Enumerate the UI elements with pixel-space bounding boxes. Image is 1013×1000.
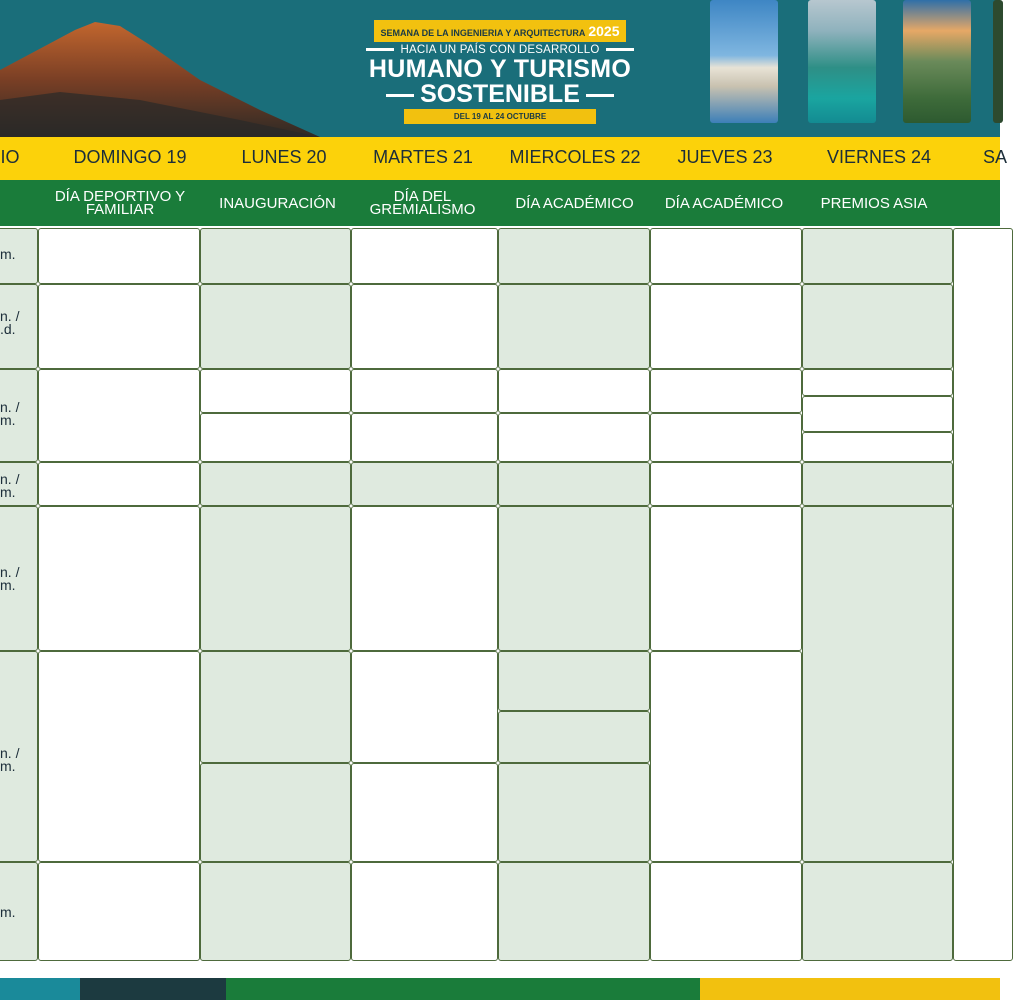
slot-jueves[interactable] [650, 462, 802, 506]
day-martes: MARTES 21 [373, 147, 473, 167]
slot-jueves[interactable] [650, 862, 802, 961]
photo-palace [710, 0, 778, 123]
slot-viernes[interactable] [802, 369, 953, 396]
time-label: n. / m. [0, 399, 20, 428]
slot-miercoles[interactable] [498, 711, 650, 763]
slot-jueves[interactable] [650, 284, 802, 369]
schedule-grid [0, 226, 1000, 966]
slot-lunes[interactable] [200, 462, 351, 506]
theme-miercoles: DÍA ACADÉMICO [515, 194, 634, 212]
theme-viernes: PREMIOS ASIA [820, 194, 928, 212]
slot-domingo[interactable] [38, 228, 200, 284]
title-line-2: SOSTENIBLE [355, 82, 645, 106]
slot-lunes[interactable] [200, 228, 351, 284]
slot-miercoles[interactable] [498, 506, 650, 651]
slot-viernes[interactable] [802, 462, 953, 506]
slot-lunes[interactable] [200, 369, 351, 413]
slot-domingo[interactable] [38, 862, 200, 961]
footer-bar [0, 978, 1000, 1000]
slot-sabado[interactable] [953, 228, 1013, 961]
slot-miercoles[interactable] [498, 228, 650, 284]
slot-martes[interactable] [351, 506, 498, 651]
slot-miercoles[interactable] [498, 413, 650, 462]
slot-jueves[interactable] [650, 651, 802, 862]
slot-viernes[interactable] [802, 432, 953, 462]
slot-jueves[interactable] [650, 369, 802, 413]
time-label: m. [0, 246, 16, 262]
theme-domingo: DÍA DEPORTIVO Y FAMILIAR [54, 188, 186, 218]
footer-band-green [226, 978, 700, 1000]
day-partial-left: IO [0, 147, 20, 167]
slot-domingo[interactable] [38, 506, 200, 651]
slot-viernes[interactable] [802, 506, 953, 862]
slot-martes[interactable] [351, 413, 498, 462]
footer-band-yellow [700, 978, 1000, 1000]
slot-viernes[interactable] [802, 396, 953, 432]
header-banner [0, 0, 1000, 137]
slot-martes[interactable] [351, 369, 498, 413]
time-label: n. / m. [0, 745, 20, 774]
days-bar [0, 137, 1008, 180]
theme-jueves: DÍA ACADÉMICO [664, 194, 784, 212]
time-label: n. / .d. [0, 308, 20, 337]
date-range: DEL 19 AL 24 OCTUBRE [404, 109, 596, 124]
slot-viernes[interactable] [802, 862, 953, 961]
slot-miercoles[interactable] [498, 651, 650, 711]
photo-forest [993, 0, 1003, 123]
slot-lunes[interactable] [200, 763, 351, 862]
slot-viernes[interactable] [802, 284, 953, 369]
title-line-1: HUMANO Y TURISMO [368, 55, 632, 83]
event-title-block [355, 18, 645, 130]
event-line: SEMANA DE LA INGENIERIA Y ARQUITECTURA 2025 [374, 20, 625, 42]
time-label: n. / m. [0, 564, 20, 593]
slot-lunes[interactable] [200, 862, 351, 961]
day-lunes: LUNES 20 [241, 147, 327, 167]
themes-bar [0, 180, 1000, 226]
slot-domingo[interactable] [38, 651, 200, 862]
day-viernes: VIERNES 24 [826, 147, 932, 167]
volcano-image [0, 0, 330, 137]
time-label: m. [0, 904, 16, 920]
photo-coast [808, 0, 876, 123]
subtitle: HACIA UN PAÍS CON DESARROLLO [355, 44, 645, 56]
slot-miercoles[interactable] [498, 284, 650, 369]
event-year: 2025 [588, 23, 620, 39]
theme-lunes: INAUGURACIÓN [219, 194, 336, 212]
slot-martes[interactable] [351, 651, 498, 763]
slot-lunes[interactable] [200, 284, 351, 369]
slot-lunes[interactable] [200, 651, 351, 763]
slot-miercoles[interactable] [498, 369, 650, 413]
slot-martes[interactable] [351, 284, 498, 369]
slot-lunes[interactable] [200, 413, 351, 462]
time-label: n. / m. [0, 471, 20, 500]
theme-martes: DÍA DEL GREMIALISMO [369, 188, 476, 218]
day-domingo: DOMINGO 19 [73, 147, 187, 167]
slot-miercoles[interactable] [498, 763, 650, 862]
photo-ruins [903, 0, 971, 123]
slot-martes[interactable] [351, 763, 498, 862]
footer-band-dark [80, 978, 226, 1000]
slot-miercoles[interactable] [498, 462, 650, 506]
slot-miercoles[interactable] [498, 862, 650, 961]
footer-band-teal [0, 978, 80, 1000]
slot-martes[interactable] [351, 862, 498, 961]
slot-jueves[interactable] [650, 506, 802, 651]
slot-lunes[interactable] [200, 506, 351, 651]
day-partial-right: SA [983, 147, 1008, 167]
slot-domingo[interactable] [38, 462, 200, 506]
day-miercoles: MIERCOLES 22 [509, 147, 641, 167]
day-jueves: JUEVES 23 [677, 147, 773, 167]
slot-martes[interactable] [351, 228, 498, 284]
slot-jueves[interactable] [650, 228, 802, 284]
slot-jueves[interactable] [650, 413, 802, 462]
slot-viernes[interactable] [802, 228, 953, 284]
slot-domingo[interactable] [38, 284, 200, 369]
slot-domingo[interactable] [38, 369, 200, 462]
slot-martes[interactable] [351, 462, 498, 506]
